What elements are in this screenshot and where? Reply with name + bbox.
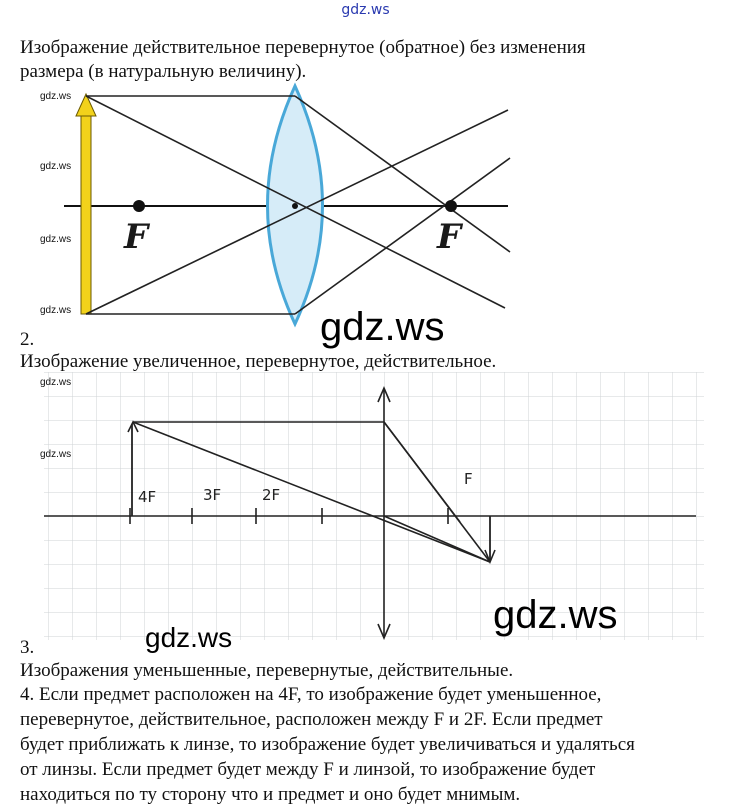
fig2-label-2f: 2F <box>262 486 281 504</box>
section4-line-5: находиться по ту сторону что и предмет и оно будет мнимым. <box>20 784 521 805</box>
fig2-big-watermark: gdz.ws <box>493 593 618 637</box>
fig1-big-watermark: gdz.ws <box>320 305 445 349</box>
section2-number: 2. <box>20 329 35 350</box>
fig1-watermark-4: gdz.ws <box>40 305 72 316</box>
figure2-grid-diagram <box>0 372 731 642</box>
section3-number: 3. <box>20 637 35 658</box>
section4-line-3: будет приближать к линзе, то изображение будет увеличиваться и удаляться <box>20 734 635 755</box>
section4-line-2: перевернутое, действительное, расположен между F и 2F. Если предмет <box>20 709 603 730</box>
fig2-mid-watermark: gdz.ws <box>145 622 233 653</box>
header-watermark: gdz.ws <box>341 2 390 18</box>
fig1-watermark-3: gdz.ws <box>40 234 72 245</box>
fig2-watermark-2: gdz.ws <box>40 449 72 460</box>
section1-text-line2: размера (в натуральную величину). <box>20 61 307 82</box>
figure1-lens-diagram <box>0 82 731 332</box>
fig1-watermark-1: gdz.ws <box>40 91 72 102</box>
fig2-label-3f: 3F <box>203 486 222 504</box>
section4-line-4: от линзы. Если предмет будет между F и линзой, то изображение будет <box>20 759 596 780</box>
fig1-object-arrow <box>81 110 91 314</box>
fig2-label-f: F <box>464 470 473 488</box>
fig1-focal-point-left <box>133 200 145 212</box>
section3-text: Изображения уменьшенные, перевернутые, действительные. <box>20 660 514 681</box>
section1-text-line1: Изображение действительное перевернутое (обратное) без изменения <box>20 37 586 58</box>
section2-text: Изображение увеличенное, перевернутое, действительное. <box>20 351 497 372</box>
fig1-lens-center <box>292 203 298 209</box>
fig1-focus-label-right: F <box>437 217 462 257</box>
fig1-focus-label-left: F <box>124 217 149 257</box>
fig1-watermark-2: gdz.ws <box>40 161 72 172</box>
fig2-label-4f: 4F <box>138 488 157 506</box>
fig2-watermark-1: gdz.ws <box>40 377 72 388</box>
section4-line-1: 4. Если предмет расположен на 4F, то изображение будет уменьшенное, <box>20 684 602 705</box>
fig1-object-arrowhead <box>76 94 96 116</box>
fig1-focal-point-right <box>445 200 457 212</box>
